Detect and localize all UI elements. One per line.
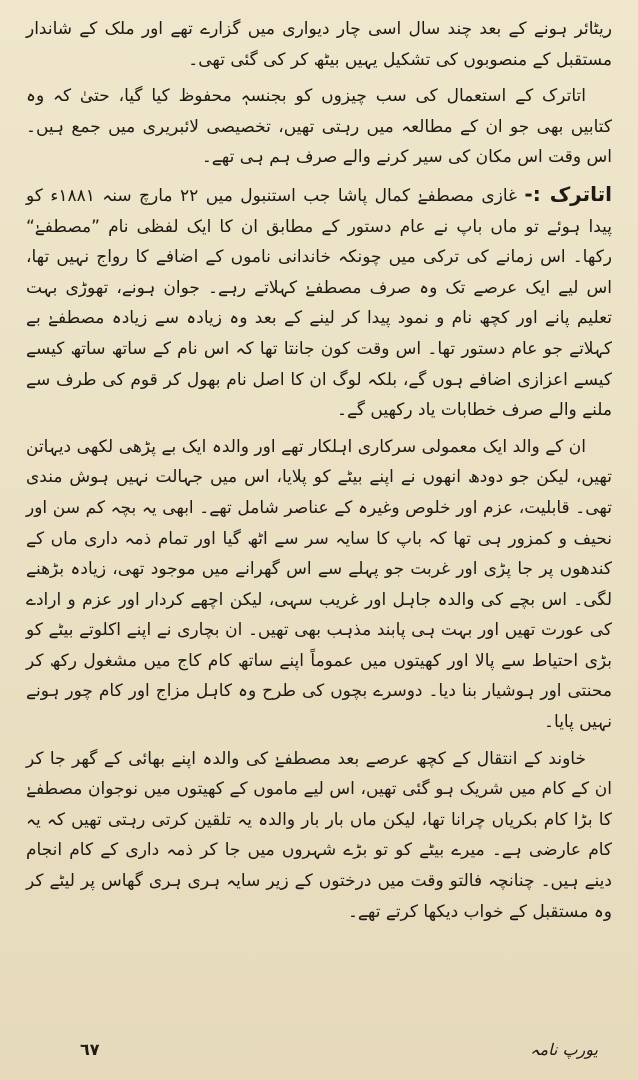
running-title: یورپ نامہ: [530, 1040, 598, 1059]
section-heading: اتاترک :-: [524, 181, 612, 206]
paragraph-3: [26, 179, 612, 426]
page-number: ٦٧: [80, 1040, 100, 1059]
paragraph-4: ان کے والد ایک معمولی سرکاری اہلکار تھے اور والدہ ایک بے پڑھی لکھی دیہاتن تھیں، لیکن جو دودھ انھوں نے اپنے بیٹے کو پلایا، اس میں جہالت نہیں ہوش مندی تھی۔ قابلیت، عزم اور خلوص وغیرہ کے عناصر شامل تھے۔ ابھی یہ بچہ کم سن اور نحیف و کمزور ہی تھا کہ باپ کا سایہ سر سے اٹھ گیا اور تمام ذمہ داری ماں کے کندھوں پر جا پڑی اور غربت جو پہلے سے اس گھرانے میں موجود تھی، زیادہ بڑھنے لگی۔ اس بچے کی والدہ جاہل اور غریب سہی، لیکن اچھے کردار اور عزم و ارادے کی عورت تھیں اور بہت ہی پابند مذہب بھی تھیں۔ ان بچاری نے اپنے اکلوتے بیٹے کو بڑی احتیاط سے پالا اور کھیتوں میں عموماً اپنے ساتھ کام کاج میں مشغول رکھ کر محنتی اور ہوشیار بنا دیا۔ دوسرے بچوں کی طرح وہ کاہل مزاج اور کام چور ہونے نہیں پایا۔: [26, 436, 612, 733]
paragraph-1: ریٹائر ہونے کے بعد چند سال اسی چار دیواری میں گزارے تھے اور ملک کے شاندار مستقبل کے منصوبوں کی تشکیل یہیں بیٹھ کر کی گئی تھی۔: [26, 19, 612, 70]
paragraph-2: اتاترک کے استعمال کی سب چیزوں کو بجنسہٖ محفوظ کیا گیا، حتیٰ کہ وہ کتابیں بھی جو ان کے مطالعہ میں رہتی تھیں، تخصیصی لائبریری میں جمع ہیں۔ اس وقت اس مکان کی سیر کرنے والے صرف ہم ہی تھے۔: [26, 86, 612, 168]
paragraph-3-text: غازی مصطفےٰ کمال پاشا جب استنبول میں ۲۲ مارچ سنہ ۱۸۸۱ء کو پیدا ہوئے تو ماں باپ نے عام دستور کے مطابق ان کا ایک لفظی نام ”مصطفےٰ“ رکھا۔ اس زمانے کی ترکی میں چونکہ خاندانی ناموں کے اضافے کا رواج نہیں تھا، اس لیے ایک عرصے تک وہ صرف مصطفےٰ کہلاتے رہے۔ جوان ہونے، تھوڑی بہت تعلیم پانے اور کچھ نام و نمود پیدا کر لینے کے بعد وہ زیادہ سے زیادہ مصطفےٰ بے کہلاتے جو عام دستور تھا۔ اس وقت کون جانتا تھا کہ اس نام کے ساتھ ساتھ کیسے کیسے اعزازی اضافے ہوں گے، بلکہ لوگ ان کا اصل نام بھول کر قوم کی طرف سے ملنے والے صرف خطابات یاد رکھیں گے۔: [26, 185, 612, 421]
page-footer: [0, 1040, 638, 1070]
body-text: [26, 14, 612, 927]
paragraph-5: خاوند کے انتقال کے کچھ عرصے بعد مصطفےٰ کی والدہ اپنے بھائی کے گھر جا کر ان کے کام میں شریک ہو گئی تھیں، اس لیے ماموں کے کھیتوں میں نوجوان مصطفےٰ کا بڑا کام بکریاں چرانا تھا، لیکن ماں بار بار والدہ یہ تلقین کرتی رہتی تھیں کہ یہ کام عارضی ہے۔ میرے بیٹے کو تو بڑے شہروں میں جا کر ذمہ داری کے کام انجام دینے ہیں۔ چنانچہ فالتو وقت میں درختوں کے زیر سایہ ہری ہری گھاس پر لیٹے کر وہ مستقبل کے خواب دیکھا کرتے تھے۔: [26, 748, 612, 922]
